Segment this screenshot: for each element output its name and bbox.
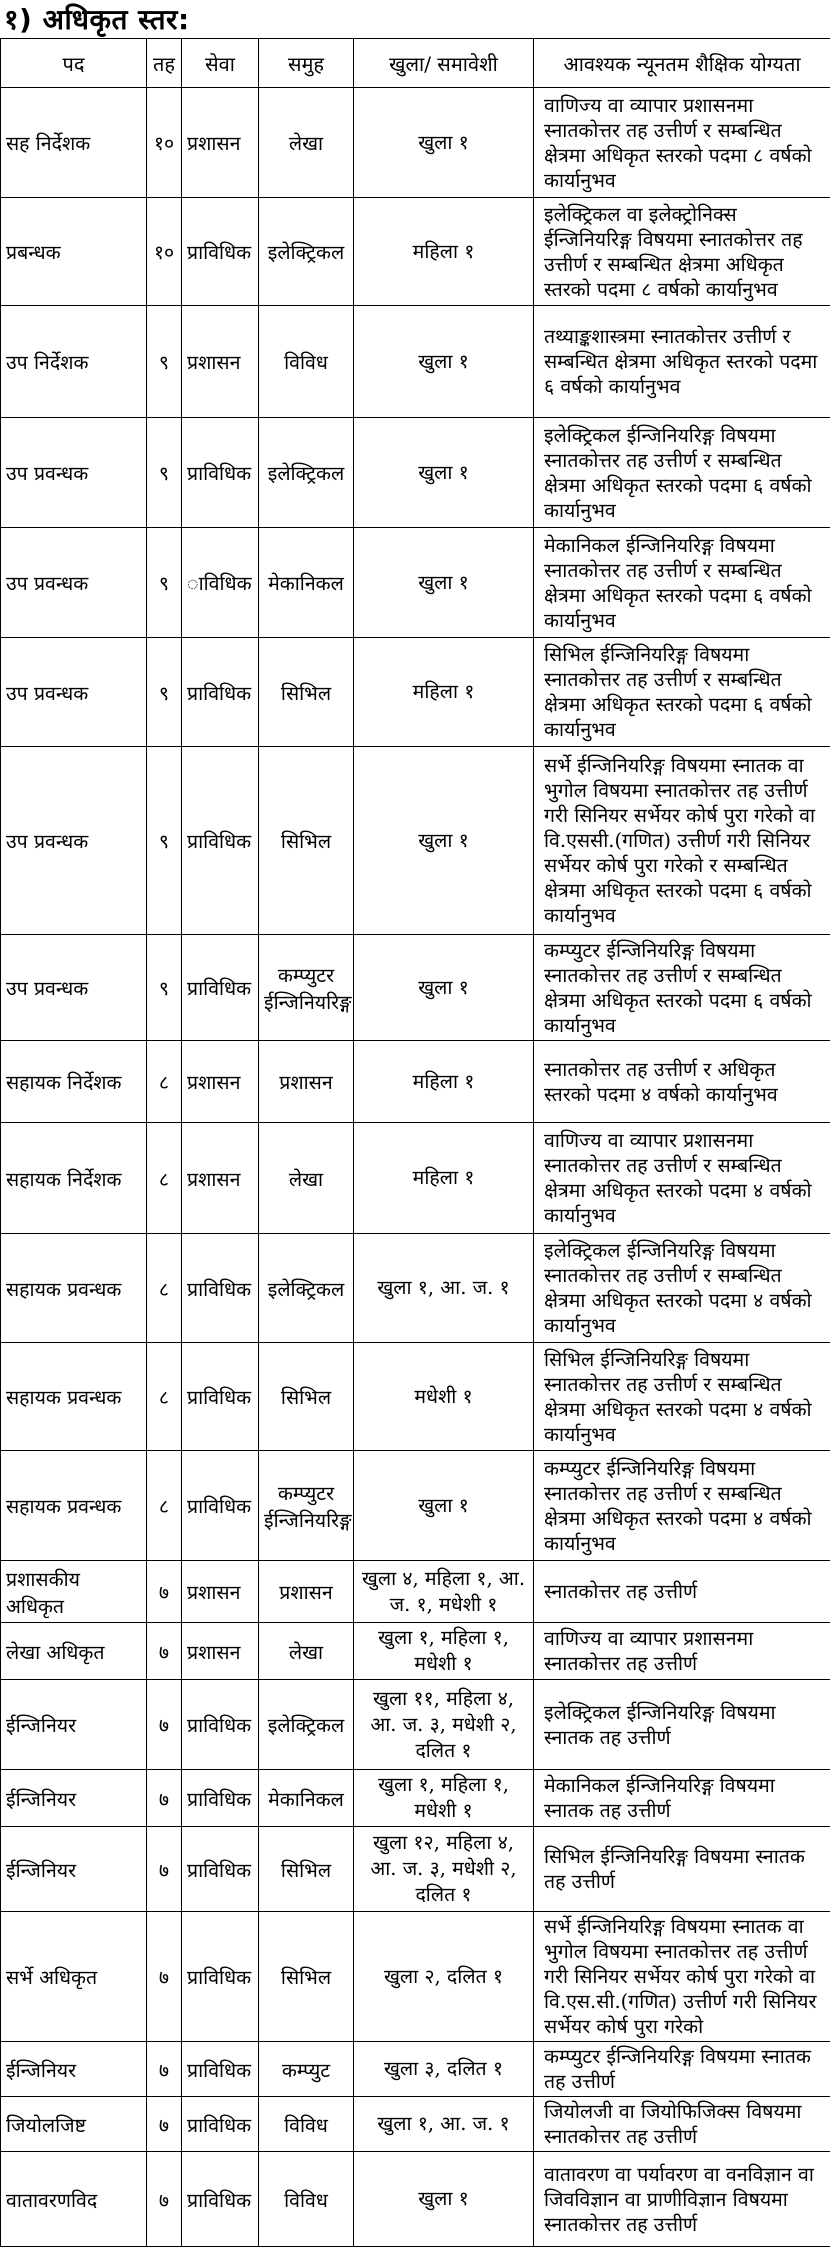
cell-post: उप प्रवन्धक — [1, 935, 147, 1041]
cell-category: महिला १ — [354, 638, 534, 747]
cell-post: सहायक निर्देशक — [1, 1123, 147, 1234]
cell-level: ७ — [147, 2042, 182, 2097]
cell-level: ८ — [147, 1234, 182, 1343]
cell-qualification: इलेक्ट्रिकल ईन्जिनियरिङ्ग विषयमा स्नातक तह उत्तीर्ण — [534, 1680, 830, 1770]
cell-service: प्राविधिक — [182, 1343, 259, 1451]
cell-category: महिला १ — [354, 198, 534, 306]
cell-level: १० — [147, 198, 182, 306]
cell-level: १० — [147, 88, 182, 198]
cell-qualification: कम्प्युटर ईन्जिनियरिङ्ग विषयमा स्नातकोत्तर तह उत्तीर्ण र सम्बन्धित क्षेत्रमा अधिकृत स्तरको पदमा ६ वर्षको कार्यानुभव — [534, 935, 830, 1041]
cell-qualification: कम्प्युटर ईन्जिनियरिङ्ग विषयमा स्नातकोत्तर तह उत्तीर्ण र सम्बन्धित क्षेत्रमा अधिकृत स्तरको पदमा ४ वर्षको कार्यानुभव — [534, 1451, 830, 1561]
cell-post: उप प्रवन्धक — [1, 638, 147, 747]
table-header-row — [1, 39, 830, 88]
cell-level: ८ — [147, 1451, 182, 1561]
cell-level: ७ — [147, 1770, 182, 1827]
cell-service: प्राविधिक — [182, 198, 259, 306]
cell-category: खुला १ — [354, 747, 534, 935]
cell-post: जियोलजिष्ट — [1, 2097, 147, 2152]
table-row — [1, 528, 830, 638]
cell-group: लेखा — [259, 88, 354, 198]
cell-category: खुला १ — [354, 1451, 534, 1561]
cell-group: सिभिल — [259, 747, 354, 935]
cell-category: खुला ३, दलित १ — [354, 2042, 534, 2097]
cell-group: सिभिल — [259, 1912, 354, 2042]
cell-category: खुला १२, महिला ४, आ. ज. ३, मधेशी २, दलित १ — [354, 1827, 534, 1912]
header-level: तह — [147, 39, 182, 88]
cell-category: खुला १ — [354, 2152, 534, 2247]
cell-qualification: इलेक्ट्रिकल वा इलेक्ट्रोनिक्स ईन्जिनियरिङ्ग विषयमा स्नातकोत्तर तह उत्तीर्ण र सम्बन्धित क्षेत्रमा अधिकृत स्तरको पदमा ८ वर्षको कार्यानुभव — [534, 198, 830, 306]
cell-service: प्राविधिक — [182, 2152, 259, 2247]
cell-service: प्राविधिक — [182, 1451, 259, 1561]
cell-qualification: स्नातकोत्तर तह उत्तीर्ण — [534, 1561, 830, 1623]
cell-group: कम्प्युटर ईन्जिनियरिङ्ग — [259, 1451, 354, 1561]
cell-post: सर्भे अधिकृत — [1, 1912, 147, 2042]
cell-level: ९ — [147, 418, 182, 528]
cell-category: मधेशी १ — [354, 1343, 534, 1451]
header-qualification: आवश्यक न्यूनतम शैक्षिक योग्यता — [534, 39, 830, 88]
cell-group: विविध — [259, 2152, 354, 2247]
table-row — [1, 198, 830, 306]
cell-post: उप प्रवन्धक — [1, 747, 147, 935]
cell-post: सहायक निर्देशक — [1, 1041, 147, 1123]
header-group: समुह — [259, 39, 354, 88]
cell-qualification: वाणिज्य वा व्यापार प्रशासनमा स्नातकोत्तर तह उत्तीर्ण र सम्बन्धित क्षेत्रमा अधिकृत स्तरको पदमा ८ वर्षको कार्यानुभव — [534, 88, 830, 198]
cell-qualification: तथ्याङ्कशास्त्रमा स्नातकोत्तर उत्तीर्ण र सम्बन्धित क्षेत्रमा अधिकृत स्तरको पदमा ६ वर्षको कार्यानुभव — [534, 306, 830, 418]
cell-category: खुला २, दलित १ — [354, 1912, 534, 2042]
cell-level: ७ — [147, 1680, 182, 1770]
table-row — [1, 1770, 830, 1827]
section-heading: १) अधिकृत स्तर: — [4, 0, 190, 40]
cell-group: विविध — [259, 2097, 354, 2152]
cell-qualification: इलेक्ट्रिकल ईन्जिनियरिङ्ग विषयमा स्नातकोत्तर तह उत्तीर्ण र सम्बन्धित क्षेत्रमा अधिकृत स्तरको पदमा ६ वर्षको कार्यानुभव — [534, 418, 830, 528]
cell-service: प्राविधिक — [182, 1234, 259, 1343]
cell-group: सिभिल — [259, 1827, 354, 1912]
table-row — [1, 1623, 830, 1680]
table-row — [1, 747, 830, 935]
cell-service: प्राविधिक — [182, 1770, 259, 1827]
cell-category: खुला १ — [354, 418, 534, 528]
cell-group: सिभिल — [259, 1343, 354, 1451]
cell-level: ९ — [147, 935, 182, 1041]
cell-category: खुला १, आ. ज. १ — [354, 2097, 534, 2152]
table-row — [1, 1561, 830, 1623]
cell-post: उप प्रवन्धक — [1, 528, 147, 638]
table-row — [1, 1041, 830, 1123]
cell-post: ईन्जिनियर — [1, 1827, 147, 1912]
cell-service: ाविधिक — [182, 528, 259, 638]
cell-post: सहायक प्रवन्धक — [1, 1451, 147, 1561]
cell-category: महिला १ — [354, 1123, 534, 1234]
cell-post: उप प्रवन्धक — [1, 418, 147, 528]
cell-level: ७ — [147, 1623, 182, 1680]
table-row — [1, 306, 830, 418]
cell-category: खुला १ — [354, 528, 534, 638]
cell-service: प्रशासन — [182, 1561, 259, 1623]
cell-category: खुला १ — [354, 88, 534, 198]
cell-group: मेकानिकल — [259, 1770, 354, 1827]
cell-post: प्रबन्धक — [1, 198, 147, 306]
cell-category: खुला १, महिला १, मधेशी १ — [354, 1770, 534, 1827]
table-row — [1, 2042, 830, 2097]
cell-category: खुला ११, महिला ४, आ. ज. ३, मधेशी २, दलित १ — [354, 1680, 534, 1770]
cell-level: ८ — [147, 1123, 182, 1234]
table-row — [1, 418, 830, 528]
cell-service: प्राविधिक — [182, 1827, 259, 1912]
cell-group: लेखा — [259, 1123, 354, 1234]
cell-level: ७ — [147, 1912, 182, 2042]
cell-group: इलेक्ट्रिकल — [259, 1680, 354, 1770]
cell-post: सहायक प्रवन्धक — [1, 1343, 147, 1451]
cell-service: प्राविधिक — [182, 2042, 259, 2097]
cell-service: प्राविधिक — [182, 1912, 259, 2042]
cell-post: ईन्जिनियर — [1, 1770, 147, 1827]
cell-service: प्रशासन — [182, 1123, 259, 1234]
table-row — [1, 1912, 830, 2042]
cell-level: ८ — [147, 1041, 182, 1123]
cell-qualification: मेकानिकल ईन्जिनियरिङ्ग विषयमा स्नातक तह उत्तीर्ण — [534, 1770, 830, 1827]
cell-qualification: वातावरण वा पर्यावरण वा वनविज्ञान वा जिवविज्ञान वा प्राणीविज्ञान विषयमा स्नातकोत्तर तह उत्तीर्ण — [534, 2152, 830, 2247]
cell-group: मेकानिकल — [259, 528, 354, 638]
cell-group: लेखा — [259, 1623, 354, 1680]
cell-level: ९ — [147, 306, 182, 418]
vacancy-table — [0, 38, 830, 2247]
cell-level: ८ — [147, 1343, 182, 1451]
cell-level: ९ — [147, 528, 182, 638]
cell-level: ७ — [147, 1827, 182, 1912]
header-post: पद — [1, 39, 147, 88]
table-row — [1, 1827, 830, 1912]
cell-category: खुला १, महिला १, मधेशी १ — [354, 1623, 534, 1680]
cell-post: ईन्जिनियर — [1, 2042, 147, 2097]
cell-group: सिभिल — [259, 638, 354, 747]
cell-category: खुला १ — [354, 306, 534, 418]
cell-post: ईन्जिनियर — [1, 1680, 147, 1770]
table-row — [1, 2097, 830, 2152]
cell-service: प्राविधिक — [182, 638, 259, 747]
cell-qualification: सर्भे ईन्जिनियरिङ्ग विषयमा स्नातक वा भुगोल विषयमा स्नातकोत्तर तह उत्तीर्ण गरी सिनियर सर्भेयर कोर्ष पुरा गरेको वा वि.एससी.(गणित) उत्तीर्ण गरी सिनियर सर्भेयर कोर्ष पुरा गरेको र सम्बन्धित क्षेत्रमा अधिकृत स्तरको पदमा ६ वर्षको कार्यानुभव — [534, 747, 830, 935]
cell-qualification: इलेक्ट्रिकल ईन्जिनियरिङ्ग विषयमा स्नातकोत्तर तह उत्तीर्ण र सम्बन्धित क्षेत्रमा अधिकृत स्तरको पदमा ४ वर्षको कार्यानुभव — [534, 1234, 830, 1343]
header-service: सेवा — [182, 39, 259, 88]
cell-post: प्रशासकीय अधिकृत — [1, 1561, 147, 1623]
cell-group: इलेक्ट्रिकल — [259, 1234, 354, 1343]
cell-category: महिला १ — [354, 1041, 534, 1123]
cell-group: कम्प्युटर ईन्जिनियरिङ्ग — [259, 935, 354, 1041]
cell-group: प्रशासन — [259, 1041, 354, 1123]
table-body — [1, 88, 830, 2247]
table-row — [1, 638, 830, 747]
cell-qualification: सिभिल ईन्जिनियरिङ्ग विषयमा स्नातकोत्तर तह उत्तीर्ण र सम्बन्धित क्षेत्रमा अधिकृत स्तरको पदमा ४ वर्षको कार्यानुभव — [534, 1343, 830, 1451]
cell-group: प्रशासन — [259, 1561, 354, 1623]
cell-qualification: सर्भे ईन्जिनियरिङ्ग विषयमा स्नातक वा भुगोल विषयमा स्नातकोत्तर तह उत्तीर्ण गरी सिनियर सर्भेयर कोर्ष पुरा गरेको वा वि.एस.सी.(गणित) उत्तीर्ण गरी सिनियर सर्भेयर कोर्ष पुरा गरेको — [534, 1912, 830, 2042]
cell-service: प्रशासन — [182, 306, 259, 418]
cell-service: प्राविधिक — [182, 747, 259, 935]
cell-service: प्रशासन — [182, 88, 259, 198]
table-row — [1, 2152, 830, 2247]
cell-post: सहायक प्रवन्धक — [1, 1234, 147, 1343]
cell-category: खुला ४, महिला १, आ. ज. १, मधेशी १ — [354, 1561, 534, 1623]
cell-qualification: मेकानिकल ईन्जिनियरिङ्ग विषयमा स्नातकोत्तर तह उत्तीर्ण र सम्बन्धित क्षेत्रमा अधिकृत स्तरको पदमा ६ वर्षको कार्यानुभव — [534, 528, 830, 638]
cell-service: प्राविधिक — [182, 2097, 259, 2152]
cell-level: ७ — [147, 1561, 182, 1623]
cell-group: इलेक्ट्रिकल — [259, 418, 354, 528]
cell-category: खुला १, आ. ज. १ — [354, 1234, 534, 1343]
cell-group: इलेक्ट्रिकल — [259, 198, 354, 306]
cell-group: विविध — [259, 306, 354, 418]
cell-post: लेखा अधिकृत — [1, 1623, 147, 1680]
cell-qualification: सिभिल ईन्जिनियरिङ्ग विषयमा स्नातक तह उत्तीर्ण — [534, 1827, 830, 1912]
table-row — [1, 1680, 830, 1770]
cell-service: प्राविधिक — [182, 1680, 259, 1770]
cell-level: ७ — [147, 2097, 182, 2152]
cell-qualification: स्नातकोत्तर तह उत्तीर्ण र अधिकृत स्तरको पदमा ४ वर्षको कार्यानुभव — [534, 1041, 830, 1123]
cell-post: उप निर्देशक — [1, 306, 147, 418]
table-row — [1, 1234, 830, 1343]
table-row — [1, 935, 830, 1041]
cell-qualification: जियोलजी वा जियोफिजिक्स विषयमा स्नातकोत्तर तह उत्तीर्ण — [534, 2097, 830, 2152]
cell-category: खुला १ — [354, 935, 534, 1041]
table-row — [1, 1343, 830, 1451]
cell-qualification: वाणिज्य वा व्यापार प्रशासनमा स्नातकोत्तर तह उत्तीर्ण — [534, 1623, 830, 1680]
cell-qualification: वाणिज्य वा व्यापार प्रशासनमा स्नातकोत्तर तह उत्तीर्ण र सम्बन्धित क्षेत्रमा अधिकृत स्तरको पदमा ४ वर्षको कार्यानुभव — [534, 1123, 830, 1234]
cell-service: प्राविधिक — [182, 935, 259, 1041]
cell-level: ९ — [147, 638, 182, 747]
cell-qualification: कम्प्युटर ईन्जिनियरिङ्ग विषयमा स्नातक तह उत्तीर्ण — [534, 2042, 830, 2097]
table-row — [1, 88, 830, 198]
cell-group: कम्प्युट — [259, 2042, 354, 2097]
cell-level: ९ — [147, 747, 182, 935]
cell-service: प्रशासन — [182, 1623, 259, 1680]
cell-post: सह निर्देशक — [1, 88, 147, 198]
header-category: खुला/ समावेशी — [354, 39, 534, 88]
cell-post: वातावरणविद — [1, 2152, 147, 2247]
cell-qualification: सिभिल ईन्जिनियरिङ्ग विषयमा स्नातकोत्तर तह उत्तीर्ण र सम्बन्धित क्षेत्रमा अधिकृत स्तरको पदमा ६ वर्षको कार्यानुभव — [534, 638, 830, 747]
cell-level: ७ — [147, 2152, 182, 2247]
cell-service: प्रशासन — [182, 1041, 259, 1123]
cell-service: प्राविधिक — [182, 418, 259, 528]
table-row — [1, 1123, 830, 1234]
table-row — [1, 1451, 830, 1561]
